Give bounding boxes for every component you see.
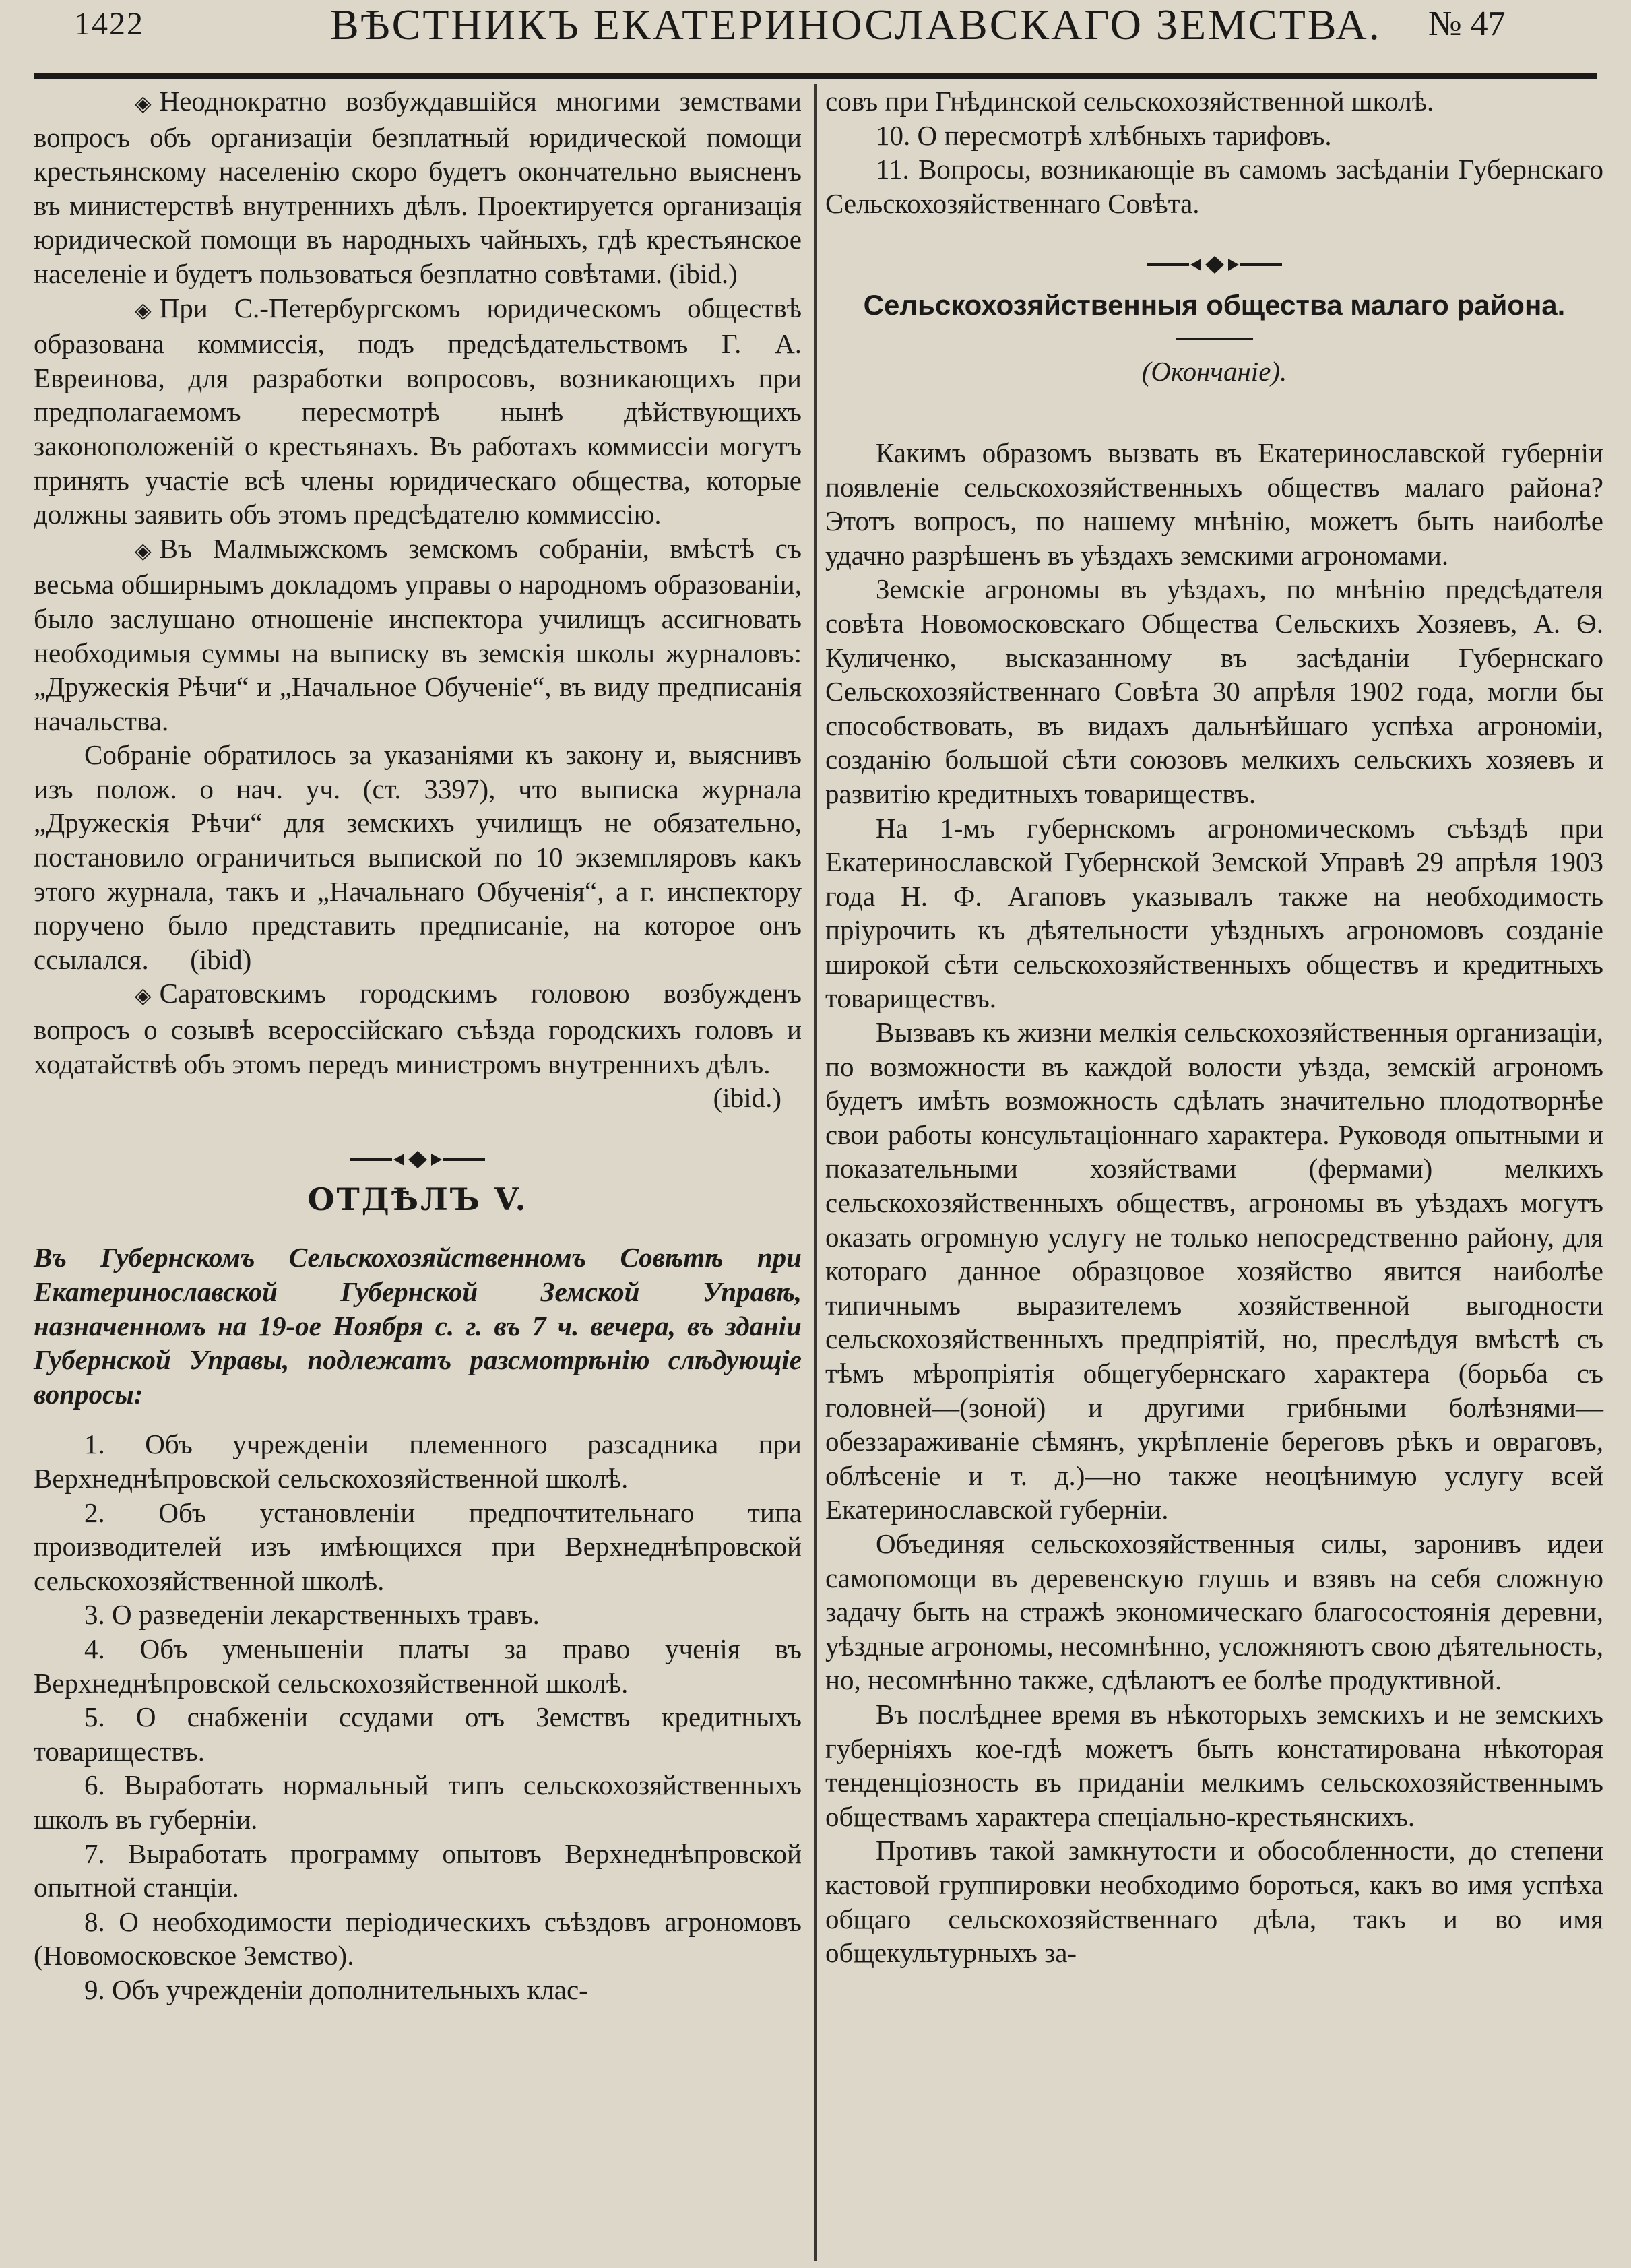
news-item [34, 84, 802, 291]
agenda-item: 4. Объ уменьшеніи платы за право ученія въ Верхнеднѣпровской сельскохозяйственной школѣ. [34, 1633, 802, 1699]
news-item [34, 532, 802, 738]
agenda-item: 1. Объ учрежденіи племенного разсадника при Верхнеднѣпровской сельскохозяйственной школѣ. [34, 1428, 802, 1494]
ibid-mark: (ibid) [190, 943, 252, 975]
agenda-item: 8. О необходимости періодическихъ съѣздовъ агрономовъ (Новомосковское Земство). [34, 1905, 802, 1972]
left-column [34, 84, 802, 2007]
agenda-item: 6. Выработать нормальный типъ сельскохозяйственныхъ школъ въ губерніи. [34, 1769, 802, 1835]
council-notice: Въ Губернскомъ Сельскохозяйственномъ Совѣтѣ при Екатеринославской Губернской Земской Управѣ, назначенномъ на 19-ое Ноября с. г. въ 7 ч. вечера, въ зданіи Губернской Управы, подлежатъ разсмотрѣнію слѣдующіе вопросы: [34, 1242, 802, 1410]
hand-bullet-icon: ◈ [135, 538, 152, 563]
news-item [34, 976, 802, 1081]
article-paragraph: Вызвавъ къ жизни мелкія сельскохозяйственныя организаціи, по возможности въ каждой волости уѣзда, земскій агрономъ будетъ имѣть возможность сдѣлать значительно плодотворнѣе свои работы консультаціоннаго характера. Руководя опытными и показательными хозяйствами (фермами) мелкихъ сельскохозяйственныхъ обществъ, агрономы въ уѣздахъ могутъ оказать огромную услугу не только непосредственно району, для котораго данное образцовое хозяйство явится наиболѣе типичнымъ выразителемъ хозяйственной выгодности сельскохозяйственныхъ предпріятій, но, преслѣдуя вмѣстѣ съ тѣмъ мѣропріятія общегубернскаго характера (борьба съ головней—(зоной) и другими грибными болѣзнями—обеззараживаніе сѣмянъ, укрѣпленіе береговъ рѣкъ и овраговъ, облѣсеніе и т. д.)—но также неоцѣнимую услугу всей Екатеринославской губерніи. [825, 1017, 1603, 1525]
article-paragraph: Объединяя сельскохозяйственныя силы, заронивъ идеи самопомощи въ деревенскую глушь и взявъ на себя сложную задачу быть на стражѣ экономическаго благосостоянія деревни, уѣздные агрономы, несомнѣнно, усложняютъ свою дѣятельность, но, несомнѣнно также, сдѣлаютъ ее болѣе продуктивной. [825, 1527, 1603, 1696]
agenda-item: 11. Вопросы, возникающіе въ самомъ засѣданіи Губернскаго Сельскохозяйственнаго Совѣта. [825, 154, 1603, 219]
header-rule [34, 73, 1597, 79]
journal-title: ВѢСТНИКЪ ЕКАТЕРИНОСЛАВСКАГО ЗЕМСТВА. [330, 1, 1382, 49]
issue-number: № 47 [1428, 5, 1506, 43]
article-paragraph: Противъ такой замкнутости и обособленности, до степени кастовой группировки необходимо бороться, какъ во имя успѣха общаго сельскохозяйственнаго дѣла, такъ и во имя общекультурныхъ за- [825, 1835, 1603, 1969]
agenda-item: 2. Объ установленіи предпочтительнаго типа производителей изъ имѣющихся при Верхнеднѣпровской сельскохозяйственной школѣ. [34, 1497, 802, 1596]
article-title: Сельскохозяйственныя общества малаго района. [863, 289, 1566, 321]
agenda-item: 3. О разведеніи лекарственныхъ травъ. [84, 1599, 540, 1631]
news-continuation-text: Собраніе обратилось за указаніями къ закону и, выяснивъ изъ полож. о нач. уч. (ст. 3397), что выписка журнала „Дружескія Рѣчи“ для земскихъ училищъ не обязательно, постановило ограничиться выпиской по 10 экземпляровъ какъ этого журнала, такъ и „Начальнаго Обученія“, а г. инспектору поручено было представить предписаніе, на которое онъ ссылался. [34, 739, 802, 975]
article-paragraph: Въ послѣднее время въ нѣкоторыхъ земскихъ и не земскихъ губерніяхъ кое-гдѣ можетъ быть констатирована нѣкоторая тенденціозность въ приданіи мелкимъ сельскохозяйственнымъ обществамъ характера спеціально-крестьянскихъ. [825, 1698, 1603, 1832]
section-title: ОТДѢЛЪ V. [307, 1180, 528, 1218]
ornament-divider [34, 1143, 802, 1164]
page-header [0, 0, 1631, 75]
news-item [34, 291, 802, 532]
hand-bullet-icon: ◈ [135, 297, 152, 322]
article-paragraph: Какимъ образомъ вызвать въ Екатеринославской губерніи появленіе сельскохозяйственныхъ обществъ малаго района? Этотъ вопросъ, по нашему мнѣнію, можетъ быть наиболѣе удачно разрѣшенъ въ уѣздахъ земскими агрономами. [825, 437, 1603, 571]
ornament-icon [350, 1149, 485, 1170]
news-continuation [34, 738, 802, 976]
column-divider [814, 84, 817, 2261]
ibid-mark: (ibid.) [713, 1082, 781, 1114]
right-column [825, 84, 1603, 1970]
ornament-icon [1147, 255, 1282, 275]
article-subtitle: (Окончаніе). [1141, 356, 1287, 387]
page-number: 1422 [74, 6, 144, 42]
article-paragraph: На 1-мъ губернскомъ агрономическомъ съѣздѣ при Екатеринославской Губернской Земской Управѣ 29 апрѣля 1903 года Н. Ф. Агаповъ указывалъ также на необходимость пріурочить къ дѣятельности уѣздныхъ агрономовъ созданіе широкой сѣти сельскохозяйственныхъ обществъ и кредитныхъ товариществъ. [825, 812, 1603, 1014]
news-item-text: Саратовскимъ городскимъ головою возбужденъ вопросъ о созывѣ всероссійскаго съѣзда городскихъ головъ и ходатайствѣ объ этомъ передъ министромъ внутреннихъ дѣлъ. [34, 978, 802, 1079]
hand-bullet-icon: ◈ [135, 983, 152, 1008]
title-rule [1176, 338, 1253, 340]
agenda-item: 5. О снабженіи ссудами отъ Земствъ кредитныхъ товариществъ. [34, 1701, 802, 1767]
news-item-text: Въ Малмыжскомъ земскомъ собраніи, вмѣстѣ съ весьма обширнымъ докладомъ управы о народномъ образованіи, было заслушано отношеніе инспектора училищъ ассигновать необходимыя суммы на выписку въ земскія школы журналовъ: „Дружескія Рѣчи“ и „Начальное Обученіе“, въ виду предписанія начальства. [34, 532, 802, 736]
agenda-item: 7. Выработать программу опытовъ Верхнеднѣпровской опытной станціи. [34, 1837, 802, 1903]
agenda-item: 9. Объ учрежденіи дополнительныхъ клас- [84, 1974, 588, 2005]
hand-bullet-icon: ◈ [135, 91, 152, 115]
news-item-text: При С.-Петербургскомъ юридическомъ обществѣ образована коммиссія, подъ предсѣдательствомъ Г. А. Евреинова, для разработки вопросовъ, возникающихъ при предполагаемомъ пересмотрѣ нынѣ дѣйствующихъ законоположеній о крестьянахъ. Въ работахъ коммиссіи могутъ принять участіе всѣ члены юридическаго общества, которые должны заявить объ этомъ предсѣдателю коммиссію. [34, 292, 802, 530]
agenda-item-continued: совъ при Гнѣдинской сельскохозяйственной школѣ. [825, 86, 1434, 117]
agenda-item: 10. О пересмотрѣ хлѣбныхъ тарифовъ. [876, 119, 1332, 151]
article-paragraph: Земскіе агрономы въ уѣздахъ, по мнѣнію предсѣдателя совѣта Новомосковскаго Общества Сельскихъ Хозяевъ, А. Ѳ. Куличенко, высказанному въ засѣданіи Губернскаго Сельскохозяйственнаго Совѣта 30 апрѣля 1902 года, могли бы способствовать, въ видахъ дальнѣйшаго успѣха агрономіи, созданію большой сѣти союзовъ мелкихъ сельскихъ хозяевъ и развитію кредитныхъ товариществъ. [825, 573, 1603, 809]
news-item-text: Неоднократно возбуждавшійся многими земствами вопросъ объ организаціи безплатный юридической помощи крестьянскому населенію скоро будетъ окончательно выясненъ въ министерствѣ внутреннихъ дѣлъ. Проектируется организація юридической помощи въ народныхъ чайныхъ, гдѣ крестьянское населеніе и будетъ пользоваться безплатно совѣтами. (ibid.) [34, 86, 802, 289]
ornament-divider [825, 249, 1603, 269]
